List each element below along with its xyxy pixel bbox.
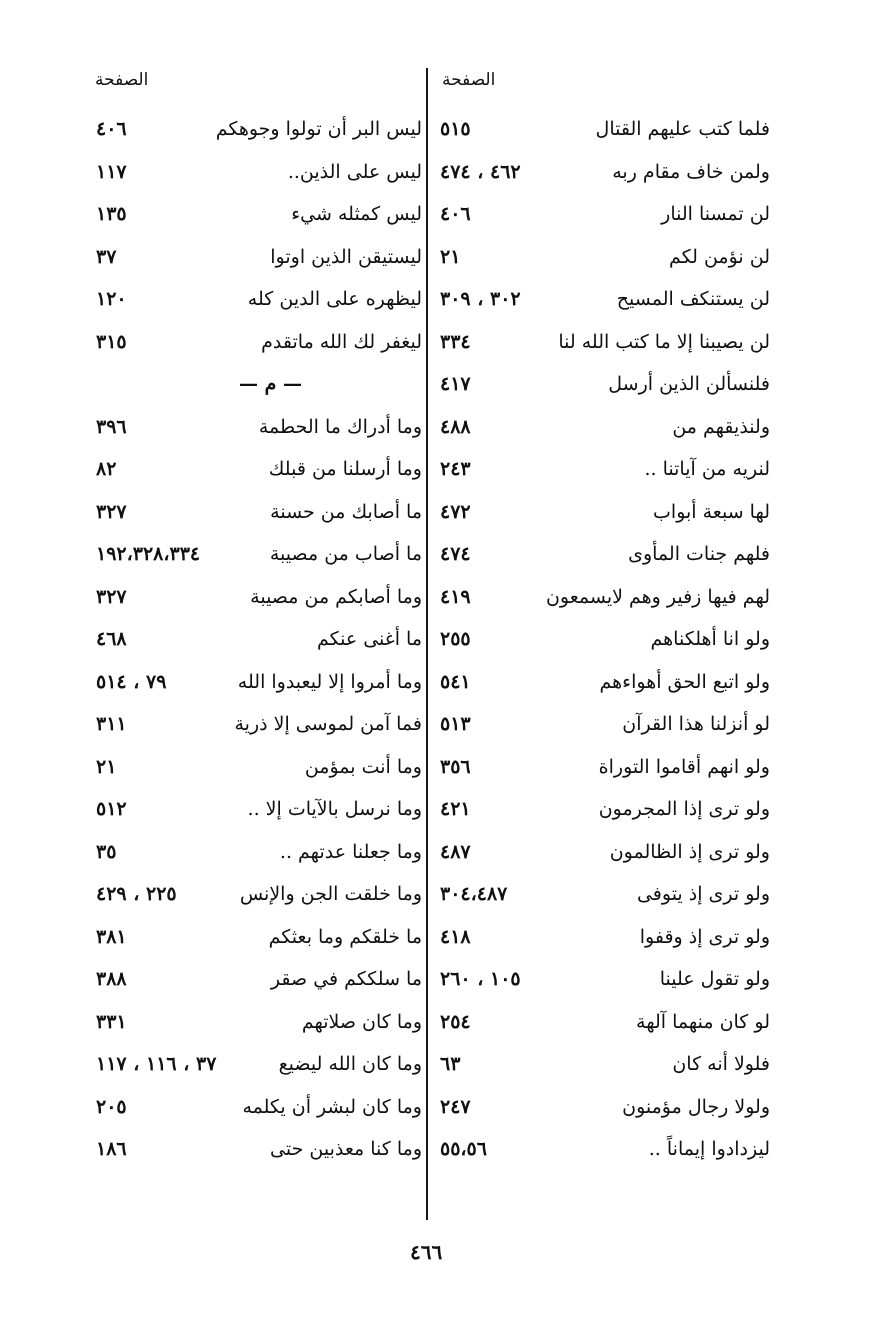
page-reference: ٤١٩	[440, 585, 471, 608]
page-reference: ٣٢٧	[96, 585, 127, 608]
page-reference: ٢٠٥	[96, 1095, 127, 1118]
verse-phrase: وما نرسل بالآيات إلا ..	[247, 798, 422, 820]
page-reference: ٤٧٢	[440, 500, 471, 523]
page-reference: ٢٤٣	[440, 458, 471, 480]
page-reference: ٢١	[440, 245, 461, 268]
index-entry	[96, 920, 422, 963]
index-entry	[96, 240, 422, 283]
page-reference: ٣٩٦	[96, 415, 127, 438]
page-reference: ٣٨١	[96, 925, 127, 948]
page-reference: ٣٠٤،٤٨٧	[440, 883, 508, 905]
verse-phrase: ولو ترى إذ الظالمون	[609, 840, 770, 863]
page-reference: ٣٧ ، ١١٦ ، ١١٧	[96, 1053, 217, 1075]
verse-phrase: فلهم جنات المأوى	[628, 543, 770, 565]
page-reference: ٤٢١	[440, 798, 471, 820]
index-entry	[96, 1005, 422, 1048]
index-entry	[96, 792, 422, 835]
section-letter-heading	[96, 367, 422, 410]
verse-phrase: لهم فيها زفير وهم لايسمعون	[545, 585, 770, 608]
verse-phrase: لن يستنكف المسيح	[616, 288, 770, 310]
index-column-right	[440, 112, 770, 1217]
page-reference: ٢١	[96, 755, 117, 778]
index-entry	[96, 1090, 422, 1133]
verse-phrase: ولمن خاف مقام ربه	[612, 160, 770, 183]
page-reference: ٣٧	[96, 245, 117, 268]
column-divider	[426, 68, 428, 1220]
index-entry	[96, 622, 422, 665]
index-entry	[440, 750, 770, 793]
page-reference: ٢٥٥	[440, 628, 471, 650]
verse-phrase: لن يصيبنا إلا ما كتب الله لنا	[558, 330, 770, 353]
verse-phrase: ولو ترى إذ يتوفى	[636, 883, 770, 905]
verse-phrase: وما أرسلنا من قبلك	[268, 458, 422, 480]
index-column-left	[96, 112, 422, 1217]
verse-phrase: ما أغنى عنكم	[316, 628, 422, 650]
index-entry	[96, 665, 422, 708]
verse-phrase: ليس كمثله شيء	[291, 203, 422, 225]
page-reference: ٤١٨	[440, 925, 471, 948]
page-reference: ٤٦٢ ، ٤٧٤	[440, 160, 521, 183]
verse-phrase: وما أدراك ما الحطمة	[258, 415, 422, 438]
page-reference: ٧٩ ، ٥١٤	[96, 670, 167, 693]
page-reference: ١٣٥	[96, 203, 127, 225]
verse-phrase: ولو ترى إذ وقفوا	[639, 925, 770, 948]
index-entry	[440, 155, 770, 198]
page-reference: ٤٧٤	[440, 543, 471, 565]
page-reference: ٣٢٧	[96, 500, 127, 523]
index-entry	[96, 750, 422, 793]
index-entry	[96, 112, 422, 155]
page-reference: ٢٢٥ ، ٤٢٩	[96, 883, 177, 905]
verse-phrase: ولو ترى إذا المجرمون	[598, 798, 770, 820]
page-reference: ١٨٦	[96, 1138, 127, 1160]
verse-phrase: ولو انا أهلكناهم	[650, 628, 770, 650]
page-reference: ٤٨٨	[440, 415, 471, 438]
index-entry	[96, 835, 422, 878]
index-entry	[96, 537, 422, 580]
page-reference: ١١٧	[96, 160, 127, 183]
page-reference: ٤٦٨	[96, 628, 127, 650]
page-reference: ٣٣١	[96, 1010, 127, 1033]
page-reference: ٢٤٧	[440, 1095, 471, 1118]
page-reference: ٣١١	[96, 713, 127, 735]
verse-phrase: فما آمن لموسى إلا ذرية	[234, 713, 422, 735]
index-entry	[440, 1005, 770, 1048]
verse-phrase: لن تمسنا النار	[661, 203, 770, 225]
page-reference: ١٢٠	[96, 288, 127, 310]
verse-phrase: وما كان صلاتهم	[301, 1010, 422, 1033]
verse-phrase: ليستيقن الذين اوتوا	[270, 245, 422, 268]
verse-phrase: ليس البر أن تولوا وجوهكم	[215, 118, 422, 140]
index-entry	[440, 1090, 770, 1133]
page-reference: ٦٣	[440, 1053, 461, 1075]
verse-phrase: وما خلقت الجن والإنس	[239, 883, 422, 905]
verse-phrase: ولو اتبع الحق أهواءهم	[599, 670, 770, 693]
index-entry	[96, 197, 422, 240]
verse-phrase: ولولا رجال مؤمنون	[622, 1095, 770, 1118]
index-entry	[440, 537, 770, 580]
page-reference: ٤٠٦	[440, 203, 471, 225]
verse-phrase: فلما كتب عليهم القتال	[595, 118, 770, 140]
index-entry	[440, 622, 770, 665]
page-reference: ٥١٣	[440, 713, 471, 735]
page-reference: ٢٥٤	[440, 1010, 471, 1033]
index-entry	[440, 1047, 770, 1090]
index-entry	[96, 282, 422, 325]
index-entry	[96, 877, 422, 920]
verse-phrase: لو أنزلنا هذا القرآن	[622, 713, 770, 735]
index-entry	[440, 197, 770, 240]
verse-phrase: ما أصاب من مصيبة	[269, 543, 422, 565]
page-reference: ٣٥٦	[440, 755, 471, 778]
verse-phrase: فلنسألن الذين أرسل	[608, 373, 770, 395]
index-entry	[440, 877, 770, 920]
verse-phrase: ما أصابك من حسنة	[270, 500, 422, 523]
index-entry	[440, 495, 770, 538]
verse-phrase: ليس على الذين..	[287, 160, 422, 183]
index-entry	[440, 835, 770, 878]
page-reference: ٤١٧	[440, 373, 471, 395]
verse-phrase: وما أمروا إلا ليعبدوا الله	[237, 670, 422, 693]
index-entry	[440, 920, 770, 963]
verse-phrase: ليزدادوا إيماناً ..	[648, 1138, 770, 1160]
verse-phrase: وما أصابكم من مصيبة	[250, 585, 422, 608]
page-reference: ٥٥،٥٦	[440, 1138, 487, 1160]
verse-phrase: فلولا أنه كان	[672, 1053, 770, 1075]
index-entry	[440, 240, 770, 283]
page-reference: ٣٠٢ ، ٣٠٩	[440, 288, 521, 310]
index-entry	[440, 707, 770, 750]
page-reference: ٤٠٦	[96, 118, 127, 140]
index-entry	[440, 1132, 770, 1175]
page-reference: ٣٣٤	[440, 330, 471, 353]
index-entry	[96, 452, 422, 495]
page-number: ٤٦٦	[410, 1240, 443, 1264]
index-entry	[96, 325, 422, 368]
page-reference: ٥٤١	[440, 670, 471, 693]
index-entry	[440, 580, 770, 623]
page-reference: ٨٢	[96, 458, 117, 480]
index-entry	[96, 580, 422, 623]
verse-phrase: ولو انهم أقاموا التوراة	[598, 755, 770, 778]
verse-phrase: وما جعلنا عدتهم ..	[279, 840, 422, 863]
index-entry	[96, 155, 422, 198]
index-entry	[96, 1047, 422, 1090]
index-entry	[440, 665, 770, 708]
verse-phrase: ليظهره على الدين كله	[247, 288, 422, 310]
page-reference: ٥١٢	[96, 798, 127, 820]
page-reference: ١٩٢،٣٢٨،٣٣٤	[96, 543, 201, 565]
index-entry	[440, 410, 770, 453]
index-entry	[440, 367, 770, 410]
verse-phrase: ولو تقول علينا	[659, 968, 770, 990]
index-entry	[440, 112, 770, 155]
index-entry	[440, 452, 770, 495]
verse-phrase: لو كان منهما آلهة	[636, 1010, 770, 1033]
verse-phrase: وما كان لبشر أن يكلمه	[242, 1095, 422, 1118]
page-reference: ٣٨٨	[96, 968, 127, 990]
page-reference: ١٠٥ ، ٢٦٠	[440, 968, 521, 990]
page-column-header-right: الصفحة	[442, 70, 496, 90]
verse-phrase: ولنذيقهم من	[672, 415, 770, 438]
index-entry	[440, 962, 770, 1005]
page-reference: ٣٥	[96, 840, 117, 863]
index-entry	[96, 495, 422, 538]
verse-phrase: وما كنا معذبين حتى	[270, 1138, 422, 1160]
verse-phrase: ما خلقكم وما بعثكم	[268, 925, 422, 948]
index-entry	[96, 410, 422, 453]
index-entry	[96, 962, 422, 1005]
index-entry	[440, 325, 770, 368]
verse-phrase: ما سلككم في صقر	[270, 968, 422, 990]
verse-phrase: لن نؤمن لكم	[668, 245, 770, 268]
index-entry	[440, 282, 770, 325]
page-reference: ٤٨٧	[440, 840, 471, 863]
index-entry	[96, 1132, 422, 1175]
page-column-header-left: الصفحة	[95, 70, 149, 90]
verse-phrase: وما أنت بمؤمن	[304, 755, 422, 778]
index-entry	[96, 707, 422, 750]
page-reference: ٥١٥	[440, 118, 471, 140]
verse-phrase: وما كان الله ليضيع	[278, 1053, 422, 1075]
index-entry	[440, 792, 770, 835]
verse-phrase: لها سبعة أبواب	[653, 500, 770, 523]
verse-phrase: ليغفر لك الله ماتقدم	[261, 330, 422, 353]
page-reference: ٣١٥	[96, 330, 127, 353]
section-letter: — م —	[239, 373, 302, 395]
verse-phrase: لنريه من آياتنا ..	[644, 458, 770, 480]
